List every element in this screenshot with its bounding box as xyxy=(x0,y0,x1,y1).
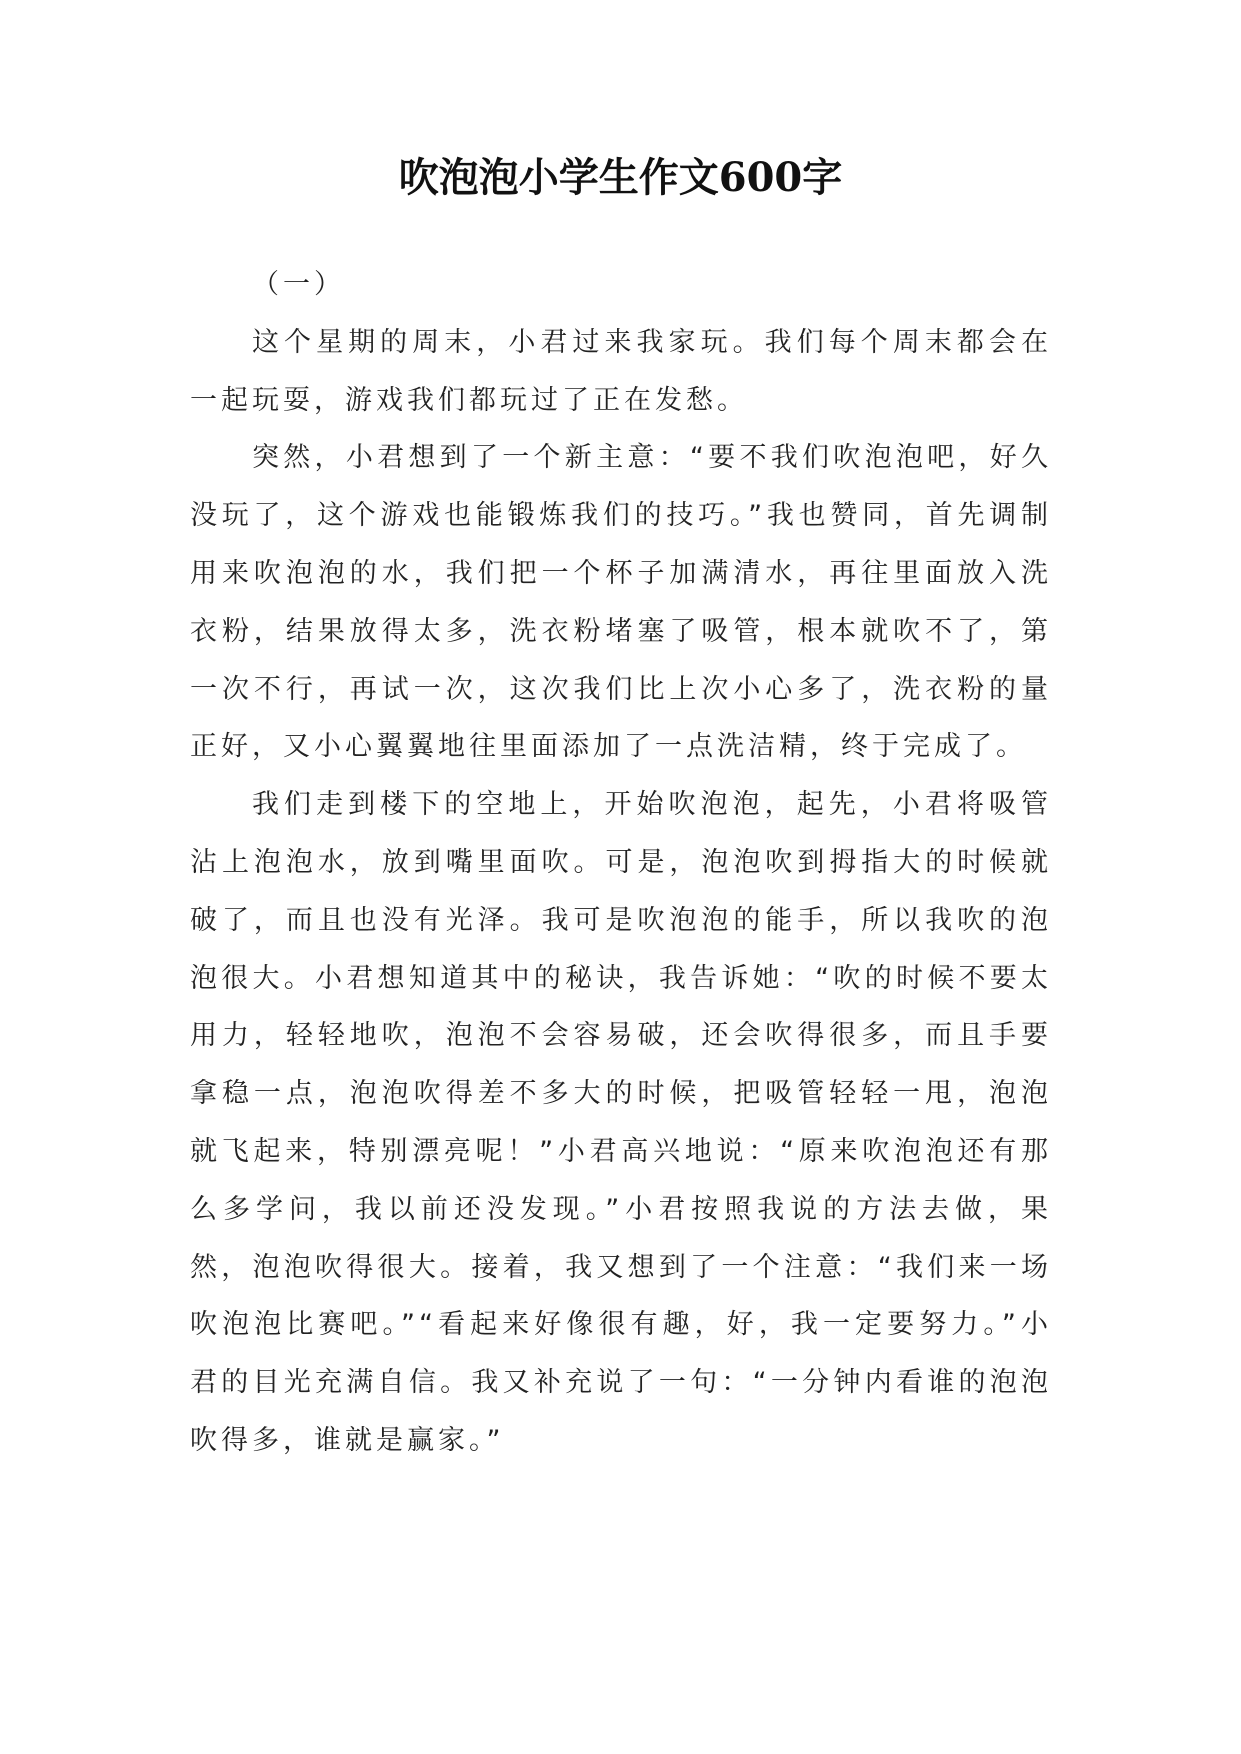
section-mark: （一） xyxy=(252,269,345,300)
document-body xyxy=(190,256,1052,1470)
paragraph-3: 我们走到楼下的空地上，开始吹泡泡，起先，小君将吸管沾上泡泡水，放到嘴里面吹。可是，泡泡吹到拇指大的时候就破了，而且也没有光泽。我可是吹泡泡的能手，所以我吹的泡泡很大。小君想知道其中的秘诀，我告诉她：“吹的时候不要太用力，轻轻地吹，泡泡不会容易破，还会吹得很多，而且手要拿稳一点，泡泡吹得差不多大的时候，把吸管轻轻一甩，泡泡就飞起来，特别漂亮呢！”小君高兴地说：“原来吹泡泡还有那么多学问，我以前还没发现。”小君按照我说的方法去做，果然，泡泡吹得很大。接着，我又想到了一个注意：“我们来一场吹泡泡比赛吧。”“看起来好像很有趣，好，我一定要努力。”小君的目光充满自信。我又补充说了一句：“一分钟内看谁的泡泡吹得多，谁就是赢家。” xyxy=(190,789,1052,1456)
document-title: 吹泡泡小学生作文600字 xyxy=(398,154,843,201)
paragraph-1: 这个星期的周末，小君过来我家玩。我们每个周末都会在一起玩耍，游戏我们都玩过了正在发愁。 xyxy=(190,326,1052,416)
paragraph-2: 突然，小君想到了一个新主意：“要不我们吹泡泡吧，好久没玩了，这个游戏也能锻炼我们的技巧。”我也赞同，首先调制用来吹泡泡的水，我们把一个杯子加满清水，再往里面放入洗衣粉，结果放得太多，洗衣粉堵塞了吸管，根本就吹不了，第一次不行，再试一次，这次我们比上次小心多了，洗衣粉的量正好，又小心翼翼地往里面添加了一点洗洁精，终于完成了。 xyxy=(190,442,1052,763)
